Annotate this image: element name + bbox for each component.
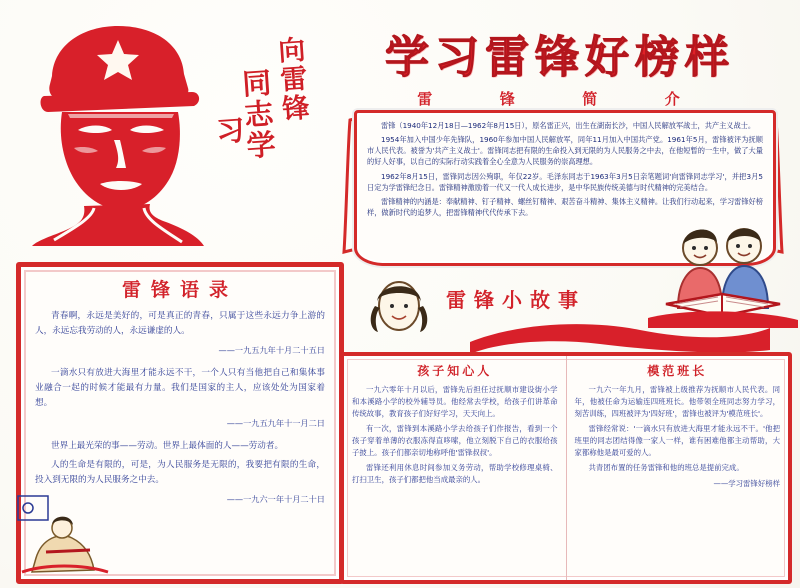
calligraphy-line-2: 同志学 bbox=[237, 66, 278, 163]
intro-paragraph-4: 雷锋精神的内涵是：奉献精神、钉子精神、螺丝钉精神、艰苦奋斗精神、集体主义精神。让我们行动起来，学习雷锋好榜样，做新时代的追梦人，把雷锋精神代代传承下去。 bbox=[367, 196, 763, 218]
quote-sign-1: ——一九五九年十月二十五日 bbox=[218, 345, 325, 356]
worker-illustration bbox=[16, 492, 112, 576]
calligraphy-line-3: 习 bbox=[211, 114, 247, 148]
story-2-signature: ——学习雷锋好榜样 bbox=[713, 478, 780, 488]
intro-paragraph-3: 1962年8月15日，雷锋同志因公殉职，年仅22岁。毛泽东同志于1963年3月5日亲笔题词'向雷锋同志学习'，并把3月5日定为学雷锋纪念日。雷锋精神激励着一代又一代人成长进步，是中华民族传统美德与时代精神的完美结合。 bbox=[367, 171, 763, 192]
quotes-title: 雷锋语录 bbox=[121, 279, 238, 301]
page-title bbox=[330, 22, 790, 84]
story-column-1 bbox=[344, 356, 566, 580]
quote-text-2: 一滴水只有放进大海里才能永远不干，一个人只有当他把自己和集体事业融合一起的时候才能最有力量。我们是国家的主人，应该处处为国家着想。 bbox=[35, 368, 325, 409]
quote-text-3: 世界上最光荣的事——劳动。世界上最体面的人——劳动者。 bbox=[51, 440, 284, 451]
story-2-title: 模范班长 bbox=[647, 364, 708, 378]
story-2-paragraph-1: 一九六一年九月，雷锋被上级推荐为抚顺市人民代表。同年，他被任命为运输连四班班长。他带领全班同志努力学习，刻苦训练，四班被评为'四好班'，雷锋也被评为'模范班长'。 bbox=[574, 385, 780, 418]
story-1-paragraph-1: 一九六零年十月以后，雷锋先后担任过抚顺市建设街小学和本溪路小学的校外辅导员。他经常去学校，给孩子们讲革命传统故事，教育孩子们好好学习，天天向上。 bbox=[352, 385, 558, 418]
intro-heading-char-4: 介 bbox=[664, 90, 681, 108]
quotes-body bbox=[35, 309, 325, 521]
intro-heading-char-1: 雷 bbox=[417, 90, 434, 108]
story-1-body bbox=[352, 384, 558, 486]
story-1-paragraph-3: 雷锋还利用休息时间参加义务劳动，帮助学校修理桌椅、打扫卫生，孩子们都把他当成最亲的人。 bbox=[352, 462, 558, 484]
story-2-paragraph-3: 共青团布置的任务雷锋和他的班总是提前完成。 bbox=[588, 462, 744, 472]
story-column-2 bbox=[566, 356, 789, 580]
quote-text-1: 青春啊，永远是美好的，可是真正的青春，只属于这些永远力争上游的人，永远忘我劳动的人，永远谦虚的人。 bbox=[35, 311, 325, 337]
calligraphy-inscription bbox=[211, 30, 324, 220]
children-reading-illustration bbox=[648, 218, 798, 328]
stories-title: 雷锋小故事 bbox=[446, 288, 586, 312]
intro-paragraph-2: 1954年加入中国少年先锋队，1960年参加中国人民解放军，同年11月加入中国共产党。1961年5月，雷锋被评为抚顺市人民代表。被誉为'共产主义战士'。雷锋同志把有限的生命投入到无限的为人民服务之中去，在他短暂的一生中，做了大量的好人好事，以自己的实际行动实践着全心全意为人民服务的崇高理想。 bbox=[367, 135, 763, 167]
story-2-body bbox=[575, 384, 781, 490]
intro-heading-char-3: 简 bbox=[582, 90, 599, 108]
quote-text-4: 人的生命是有限的，可是，为人民服务是无限的，我要把有限的生命，投入到无限的为人民服务之中去。 bbox=[35, 459, 325, 485]
intro-heading-char-2: 锋 bbox=[499, 90, 516, 108]
stories-panel bbox=[340, 352, 792, 584]
quote-sign-4: ——一九六一年十月二十日 bbox=[226, 493, 325, 504]
main-title-text: 学习雷锋好榜样 bbox=[385, 32, 735, 83]
intro-paragraph-1: 雷锋（1940年12月18日—1962年8月15日），原名雷正兴，出生在湖南长沙，中国人民解放军战士，共产主义战士。 bbox=[381, 121, 756, 130]
lei-feng-portrait bbox=[14, 18, 214, 248]
red-brush-decoration bbox=[470, 316, 770, 356]
story-1-paragraph-2: 有一次，雷锋到本溪路小学去给孩子们作报告，看到一个孩子穿着单薄的衣服冻得直哆嗦，他立刻脱下自己的衣服给孩子披上。孩子们都亲切地称呼他'雷锋叔叔'。 bbox=[352, 423, 558, 457]
calligraphy-line-1: 向雷锋 bbox=[272, 34, 310, 124]
quote-sign-2: ——一九五九年十一月二日 bbox=[226, 417, 325, 428]
story-1-title: 孩子知心人 bbox=[417, 364, 493, 378]
story-2-paragraph-2: 雷锋经常说：'一滴水只有放进大海里才能永远不干。'他把班里的同志团结得像一家人一样，谁有困难他都主动帮助，大家都称他是最可爱的人。 bbox=[574, 423, 780, 457]
